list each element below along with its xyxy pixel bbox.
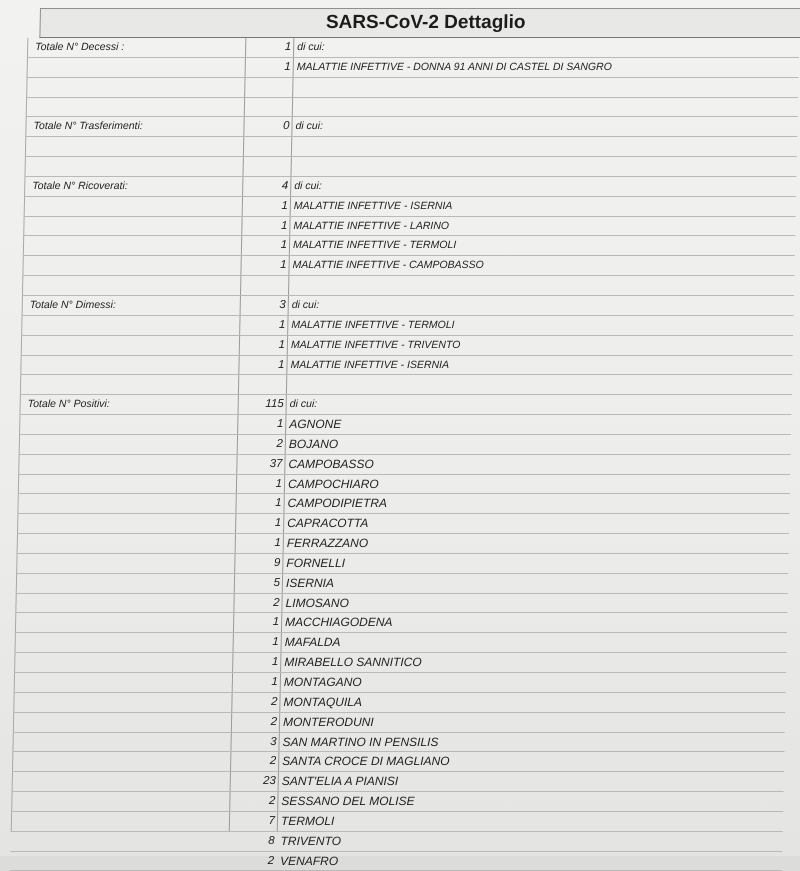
table-row — [16, 574, 788, 594]
row-label — [24, 554, 232, 573]
row-count: 37 — [269, 457, 283, 470]
table-row — [12, 772, 784, 792]
row-label — [28, 356, 236, 375]
row-count: 1 — [272, 616, 280, 629]
row-label: Totale N° Trasferimenti: — [33, 120, 143, 133]
row-label — [20, 772, 228, 791]
row-description: TRIVENTO — [280, 833, 342, 848]
document-sheet — [11, 8, 800, 868]
row-description — [292, 276, 792, 295]
row-label — [19, 812, 227, 831]
row-label — [32, 197, 240, 216]
row-label — [21, 713, 229, 732]
row-description: MAFALDA — [284, 635, 341, 650]
row-description: CAMPODIPIETRA — [287, 496, 388, 511]
table-row — [11, 812, 783, 832]
row-label — [18, 852, 226, 871]
row-label — [26, 455, 234, 474]
table-row — [24, 157, 796, 177]
table-row — [10, 832, 782, 852]
row-label — [22, 653, 230, 672]
row-count: 2 — [270, 715, 278, 728]
table-row — [10, 852, 782, 871]
row-label: Totale N° Ricoverati: — [32, 179, 128, 192]
table-row — [25, 117, 797, 137]
row-description: MALATTIE INFETTIVE - ISERNIA — [290, 358, 450, 371]
row-description: VENAFRO — [279, 853, 339, 868]
row-label — [22, 673, 230, 692]
table-row — [12, 733, 784, 753]
row-count: 1 — [284, 60, 291, 73]
row-label: Totale N° Decessi : — [35, 41, 125, 53]
row-label — [35, 58, 243, 77]
row-description — [296, 78, 796, 97]
row-description — [290, 375, 790, 394]
row-description: SESSANO DEL MOLISE — [281, 794, 415, 809]
row-label — [20, 752, 228, 771]
row-count: 8 — [268, 834, 275, 847]
table-row — [21, 336, 793, 356]
row-count: 7 — [268, 814, 276, 827]
row-count: 2 — [269, 755, 277, 768]
row-label — [23, 613, 231, 632]
row-label — [29, 336, 237, 355]
row-label — [21, 693, 229, 712]
row-description: AGNONE — [289, 417, 342, 432]
table-row — [22, 296, 794, 316]
table-row — [26, 98, 798, 118]
row-description: di cui: — [295, 120, 324, 133]
table-row — [21, 316, 793, 336]
row-label — [30, 256, 238, 275]
row-label — [30, 276, 238, 295]
table-row — [12, 752, 784, 772]
table-row — [23, 217, 795, 237]
row-count: 0 — [282, 120, 290, 133]
row-count — [244, 157, 288, 176]
row-label — [19, 792, 227, 811]
table-row — [27, 38, 799, 58]
row-label — [34, 98, 242, 117]
row-count — [242, 276, 286, 295]
row-description: MALATTIE INFETTIVE - ISERNIA — [293, 199, 453, 212]
row-label — [28, 375, 236, 394]
row-label — [29, 316, 237, 335]
row-count — [246, 98, 290, 117]
row-description: MONTERODUNI — [282, 714, 374, 729]
row-count: 115 — [265, 398, 284, 411]
row-label — [25, 514, 233, 533]
row-count: 2 — [273, 596, 280, 609]
row-label — [23, 633, 231, 652]
row-description: ISERNIA — [285, 575, 335, 590]
row-count: 2 — [268, 795, 276, 808]
row-description — [295, 137, 795, 156]
row-count: 1 — [278, 318, 286, 331]
row-description: MIRABELLO SANNITICO — [284, 655, 422, 670]
table-row — [15, 594, 787, 614]
row-count: 1 — [272, 636, 279, 649]
row-count: 1 — [271, 676, 279, 688]
table-row — [20, 375, 792, 395]
table-row — [11, 792, 783, 812]
row-description: MALATTIE INFETTIVE - TERMOLI — [291, 318, 455, 331]
row-count: 3 — [270, 735, 277, 748]
table-row — [24, 177, 796, 197]
row-description: SAN MARTINO IN PENSILIS — [282, 734, 439, 749]
row-description: TERMOLI — [280, 813, 335, 828]
table-row — [14, 673, 786, 693]
row-description: MONTAGANO — [283, 675, 362, 689]
row-description: MALATTIE INFETTIVE - DONNA 91 ANNI DI CASTEL DI SANGRO — [296, 60, 612, 73]
table-row — [25, 137, 797, 157]
row-count: 3 — [279, 298, 286, 311]
table-row — [16, 554, 788, 574]
row-description: CAMPOBASSO — [288, 456, 374, 471]
row-label — [25, 494, 233, 513]
row-count: 1 — [280, 219, 288, 232]
table-row — [23, 236, 795, 256]
row-count — [245, 137, 289, 156]
row-label — [25, 534, 233, 553]
row-count: 23 — [262, 775, 276, 788]
row-description: CAPRACOTTA — [287, 516, 369, 531]
row-description: FORNELLI — [286, 555, 346, 570]
row-count: 1 — [280, 239, 288, 252]
row-label: Totale N° Positivi: — [27, 398, 110, 411]
row-description: SANT'ELIA A PIANISI — [281, 774, 399, 789]
row-description: di cui: — [291, 298, 320, 311]
row-description: MALATTIE INFETTIVE - LARINO — [293, 219, 450, 232]
row-count: 1 — [284, 41, 292, 53]
row-description — [296, 98, 796, 117]
row-count: 2 — [267, 854, 275, 867]
row-description: MALATTIE INFETTIVE - TERMOLI — [292, 239, 457, 252]
row-description: MACCHIAGODENA — [284, 615, 393, 630]
row-label — [23, 594, 231, 613]
row-label — [31, 217, 239, 236]
row-label — [27, 415, 235, 434]
row-description: LIMOSANO — [285, 595, 350, 610]
row-label — [31, 236, 239, 255]
row-label: Totale N° Dimessi: — [29, 298, 116, 311]
table-row — [27, 58, 799, 78]
table-row — [24, 197, 796, 217]
row-count: 1 — [280, 259, 287, 272]
detail-table — [10, 38, 799, 871]
row-count: 5 — [273, 576, 281, 589]
table-row — [17, 494, 789, 514]
table-row — [13, 713, 785, 733]
row-description: SANTA CROCE DI MAGLIANO — [282, 754, 450, 769]
row-count: 1 — [278, 338, 286, 351]
row-label — [26, 475, 234, 494]
row-description: di cui: — [297, 41, 325, 53]
table-row — [26, 78, 798, 98]
table-row — [19, 395, 791, 415]
row-label — [20, 733, 228, 752]
page-title: SARS-CoV-2 Dettaglio — [39, 8, 800, 38]
table-row — [14, 633, 786, 653]
row-count: 1 — [274, 537, 281, 550]
row-description: FERRAZZANO — [286, 536, 369, 551]
table-row — [19, 415, 791, 435]
row-description: MONTAQUILA — [283, 694, 363, 709]
row-label — [34, 78, 242, 97]
row-count — [246, 78, 290, 97]
row-description: BOJANO — [288, 436, 339, 451]
row-count: 2 — [276, 437, 283, 450]
table-row — [13, 693, 785, 713]
row-description — [294, 157, 794, 176]
row-count: 1 — [275, 477, 283, 490]
row-label — [32, 157, 240, 176]
row-label — [24, 574, 232, 593]
table-row — [14, 653, 786, 673]
row-count: 1 — [271, 656, 279, 669]
table-row — [18, 475, 790, 495]
table-row — [17, 534, 789, 554]
row-label — [18, 832, 226, 851]
table-row — [17, 514, 789, 534]
row-count: 1 — [274, 517, 282, 530]
table-row — [22, 276, 794, 296]
row-description: CAMPOCHIARO — [287, 476, 379, 491]
table-row — [22, 256, 794, 276]
row-count — [240, 375, 284, 394]
row-count: 1 — [281, 199, 288, 212]
table-row — [19, 435, 791, 455]
row-count: 1 — [276, 418, 284, 431]
row-description: di cui: — [294, 179, 322, 192]
row-count: 1 — [278, 358, 285, 371]
row-description: MALATTIE INFETTIVE - TRIVENTO — [290, 338, 461, 351]
row-count: 9 — [273, 556, 281, 569]
row-count: 2 — [270, 695, 278, 708]
table-row — [20, 356, 792, 376]
row-count: 4 — [281, 179, 289, 192]
row-description: MALATTIE INFETTIVE - CAMPOBASSO — [292, 259, 484, 272]
table-row — [18, 455, 790, 475]
table-row — [15, 613, 787, 633]
row-label — [27, 435, 235, 454]
row-description: di cui: — [289, 398, 318, 411]
row-count: 1 — [275, 497, 282, 510]
row-label — [33, 137, 241, 156]
